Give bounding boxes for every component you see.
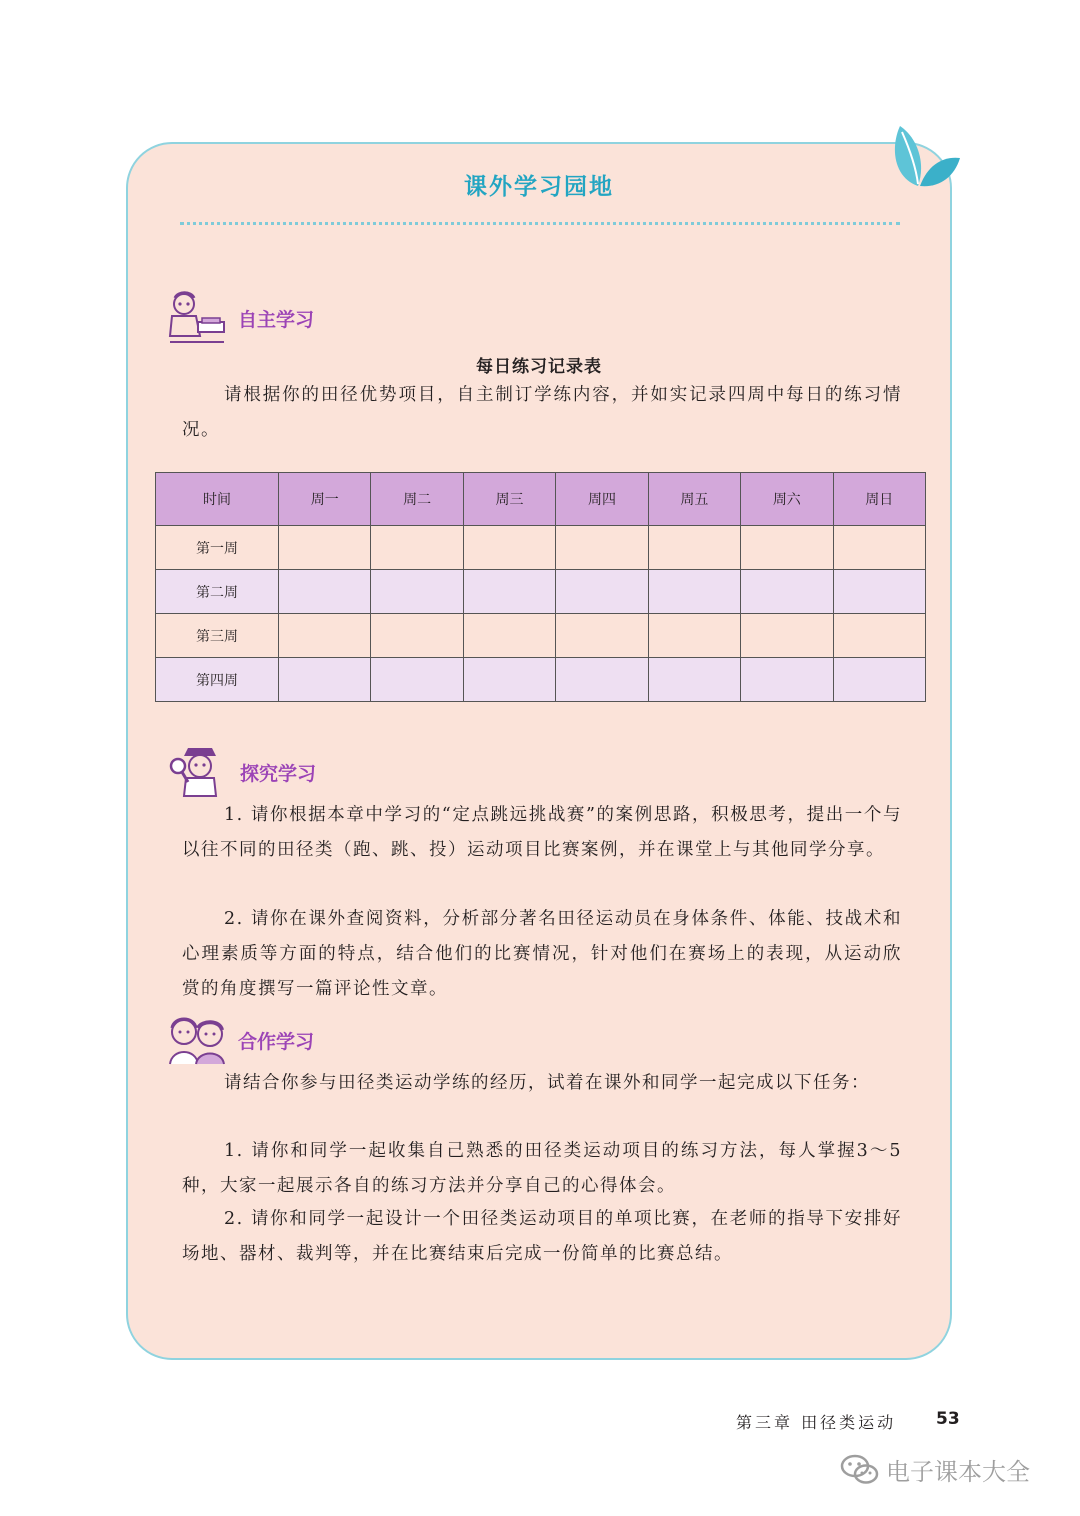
section-cooperative-header bbox=[164, 1012, 314, 1068]
table-cell bbox=[279, 570, 371, 614]
table-title: 每日练习记录表 bbox=[476, 357, 602, 377]
cooperative-item-2: 2. 请你和同学一起设计一个田径类运动项目的单项比赛，在老师的指导下安排好场地、器材、裁判等，并在比赛结束后完成一份简单的比赛总结。 bbox=[182, 1209, 902, 1264]
table-cell bbox=[279, 614, 371, 658]
row-label: 第四周 bbox=[156, 658, 279, 702]
table-header-cell: 周日 bbox=[833, 473, 925, 526]
table-cell bbox=[556, 614, 648, 658]
table-cell bbox=[279, 526, 371, 570]
table-header-cell: 周六 bbox=[741, 473, 833, 526]
chapter-label: 第三章 田径类运动 bbox=[736, 1413, 897, 1432]
two-students-icon bbox=[164, 1012, 230, 1068]
inquiry-item-1: 1. 请你根据本章中学习的“定点跳远挑战赛”的案例思路，积极思考，提出一个与以往不同的田径类（跑、跳、投）运动项目比赛案例，并在课堂上与其他同学分享。 bbox=[182, 805, 902, 860]
table-row bbox=[156, 658, 926, 702]
table-header-row bbox=[156, 473, 926, 526]
inquiry-item-2: 2. 请你在课外查阅资料，分析部分著名田径运动员在身体条件、体能、技战术和心理素质等方面的特点，结合他们的比赛情况，针对他们在赛场上的表现，从运动欣赏的角度撰写一篇评论性文章。 bbox=[182, 909, 902, 999]
table-header-cell: 周五 bbox=[648, 473, 740, 526]
table-cell bbox=[833, 526, 925, 570]
table-cell bbox=[833, 570, 925, 614]
section-self-study-header bbox=[164, 290, 314, 346]
table-header-cell: 时间 bbox=[156, 473, 279, 526]
table-cell bbox=[648, 614, 740, 658]
page-number: 53 bbox=[936, 1409, 960, 1429]
table-header-cell: 周二 bbox=[371, 473, 463, 526]
table-header-cell: 周三 bbox=[463, 473, 555, 526]
table-cell bbox=[279, 658, 371, 702]
wechat-icon bbox=[840, 1453, 880, 1487]
table-cell bbox=[833, 614, 925, 658]
table-cell bbox=[648, 570, 740, 614]
table-cell bbox=[556, 658, 648, 702]
section-self-study-label: 自主学习 bbox=[238, 308, 315, 331]
table-row bbox=[156, 570, 926, 614]
cooperative-intro: 请结合你参与田径类运动学练的经历，试着在课外和同学一起完成以下任务： bbox=[224, 1073, 870, 1093]
table-row bbox=[156, 614, 926, 658]
table-cell bbox=[556, 526, 648, 570]
table-cell bbox=[371, 614, 463, 658]
table-cell bbox=[371, 526, 463, 570]
table-cell bbox=[463, 658, 555, 702]
section-inquiry-label: 探究学习 bbox=[240, 762, 317, 785]
table-cell bbox=[371, 658, 463, 702]
table-cell bbox=[463, 614, 555, 658]
watermark-text: 电子课本大全 bbox=[886, 1458, 1030, 1486]
cooperative-item-1: 1. 请你和同学一起收集自己熟悉的田径类运动项目的练习方法，每人掌握3～5种，大家一起展示各自的练习方法并分享自己的心得体会。 bbox=[182, 1141, 902, 1196]
row-label: 第一周 bbox=[156, 526, 279, 570]
page-title: 课外学习园地 bbox=[464, 174, 614, 200]
table-cell bbox=[371, 570, 463, 614]
section-cooperative-label: 合作学习 bbox=[238, 1030, 315, 1053]
table-cell bbox=[741, 614, 833, 658]
row-label: 第三周 bbox=[156, 614, 279, 658]
watermark bbox=[840, 1452, 1030, 1487]
table-cell bbox=[833, 658, 925, 702]
row-label: 第二周 bbox=[156, 570, 279, 614]
section-inquiry-header bbox=[166, 744, 316, 800]
table-row bbox=[156, 526, 926, 570]
title-divider bbox=[180, 222, 900, 225]
practice-log-table bbox=[155, 472, 926, 702]
student-reading-icon bbox=[164, 290, 230, 346]
table-cell bbox=[741, 526, 833, 570]
table-cell bbox=[648, 658, 740, 702]
student-magnifier-icon bbox=[166, 744, 232, 800]
table-cell bbox=[741, 570, 833, 614]
self-study-intro: 请根据你的田径优势项目，自主制订学练内容，并如实记录四周中每日的练习情况。 bbox=[182, 385, 902, 440]
table-header-cell: 周四 bbox=[556, 473, 648, 526]
table-cell bbox=[556, 570, 648, 614]
table-cell bbox=[741, 658, 833, 702]
table-cell bbox=[463, 526, 555, 570]
table-cell bbox=[463, 570, 555, 614]
table-cell bbox=[648, 526, 740, 570]
table-header-cell: 周一 bbox=[279, 473, 371, 526]
